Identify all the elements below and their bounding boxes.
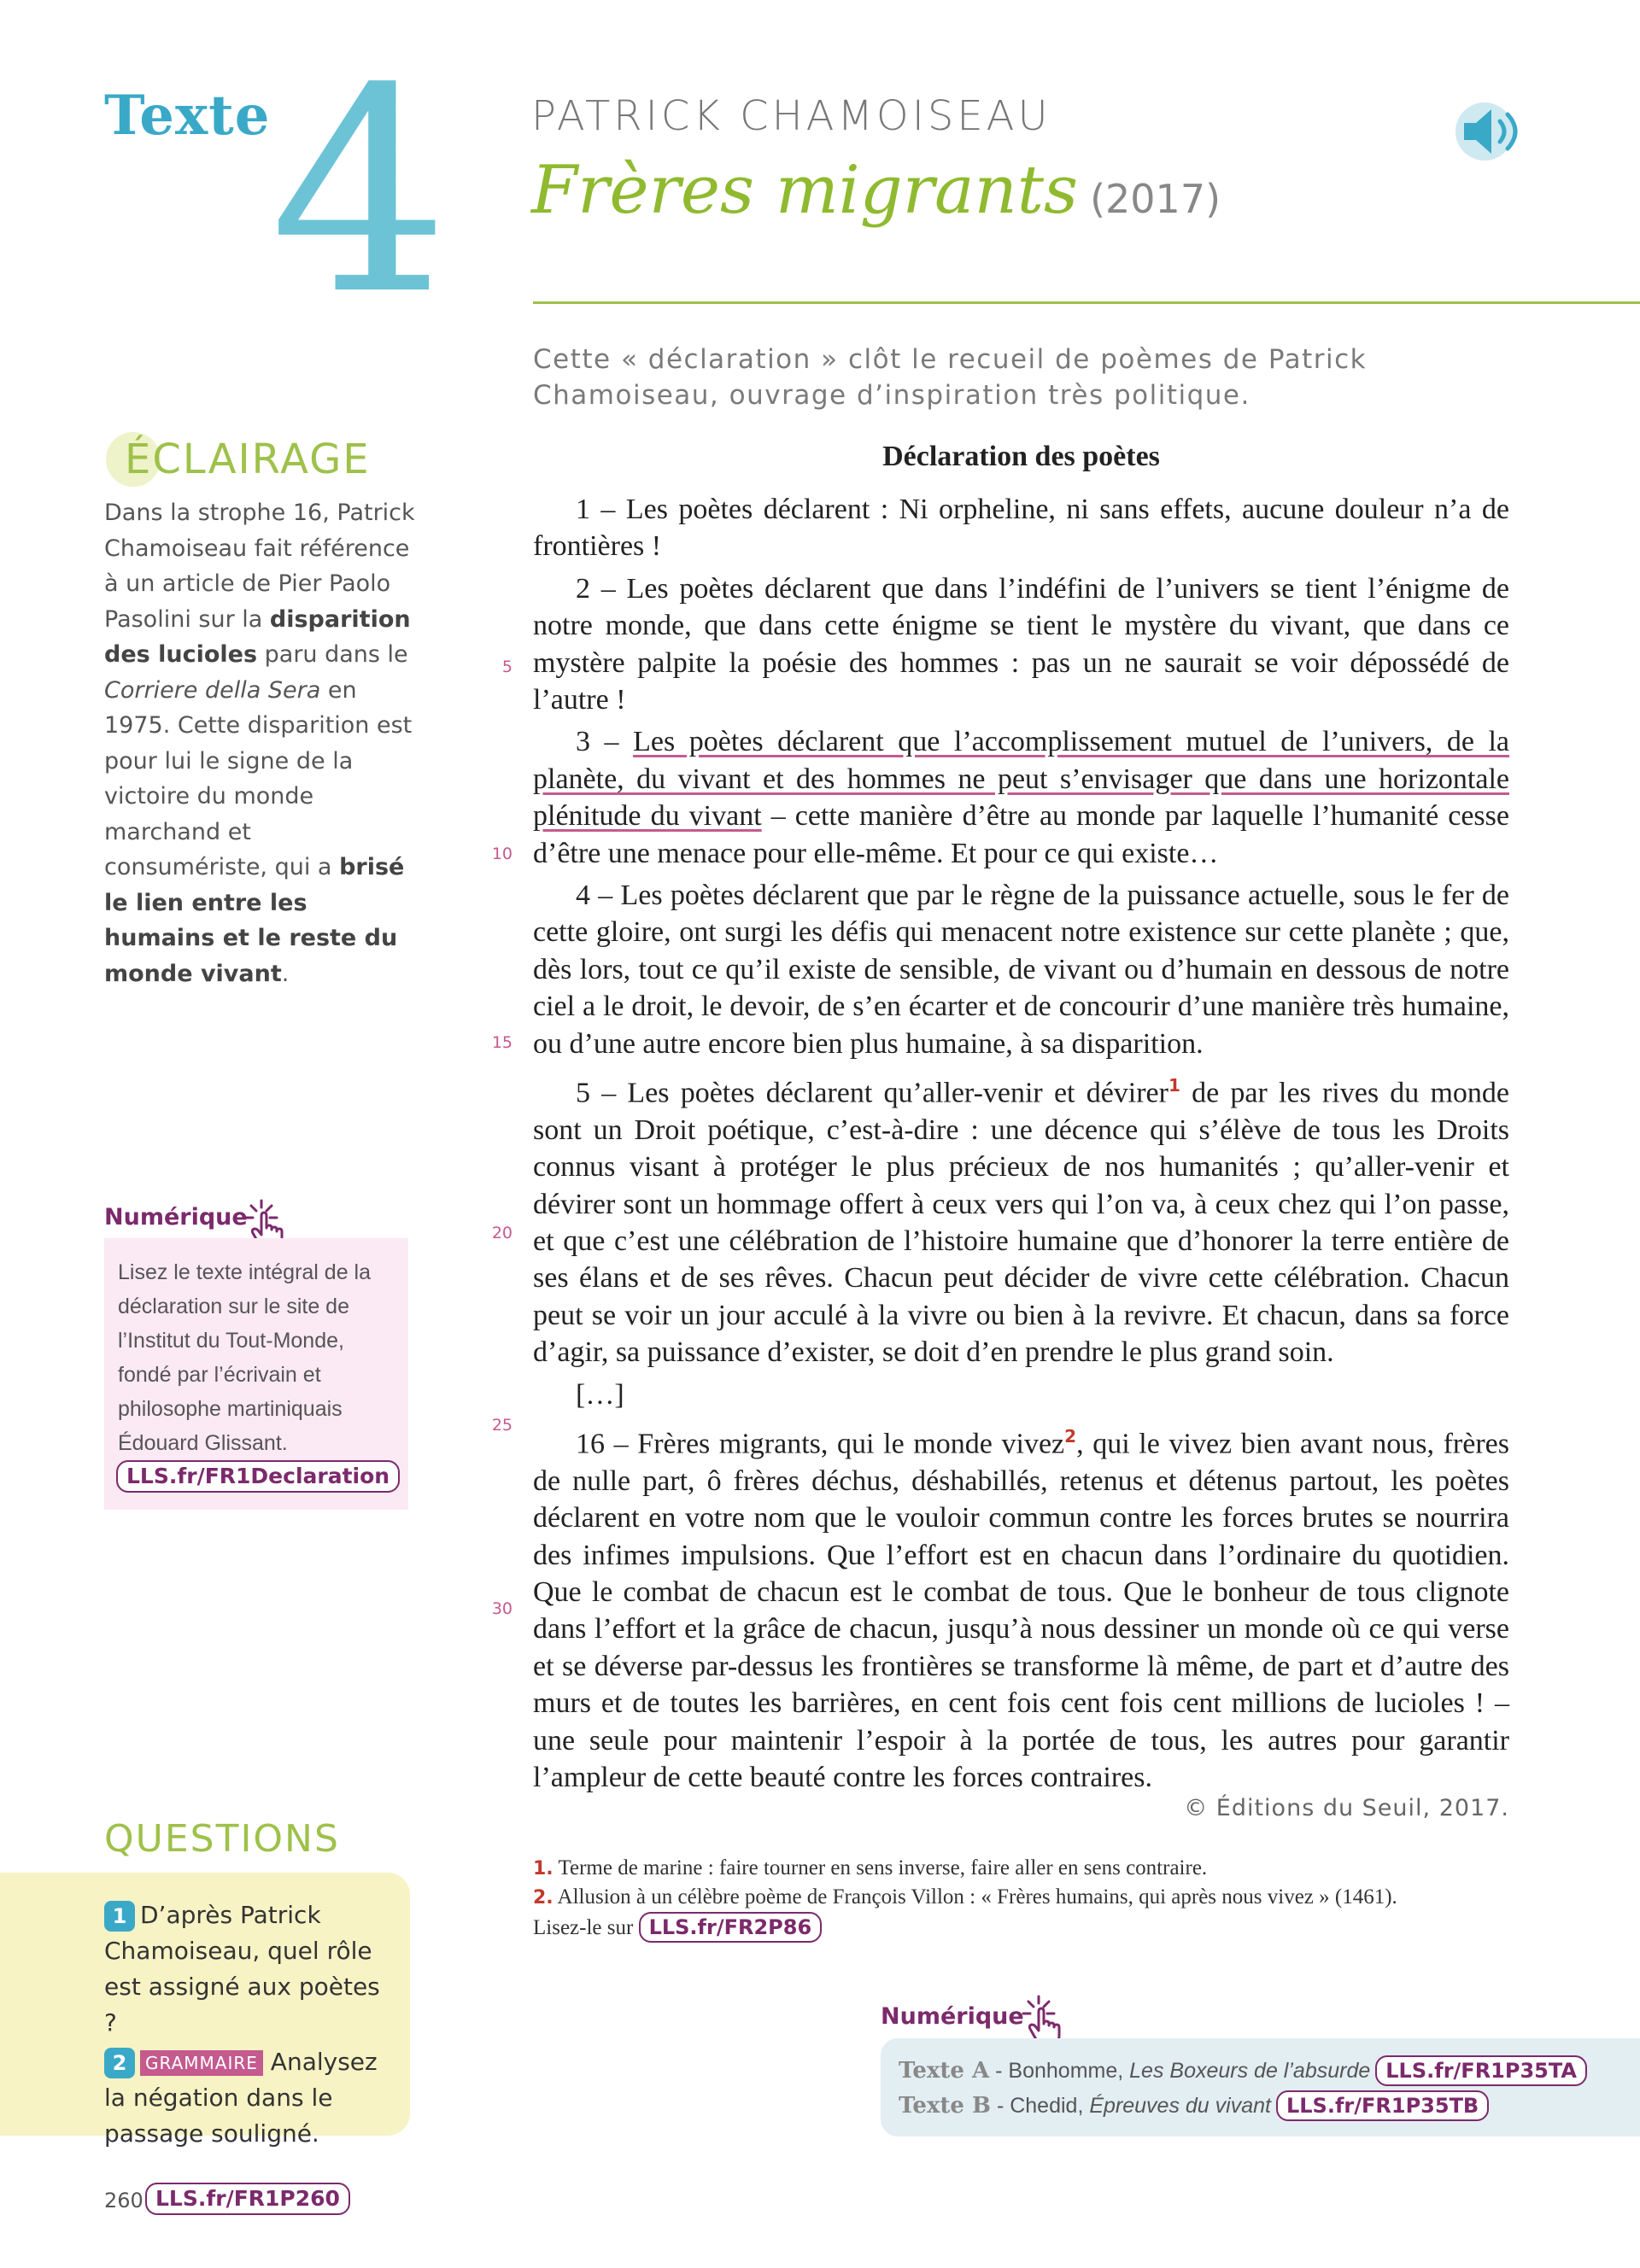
related-text-b: Texte B - Chedid, Épreuves du vivant LLS.fr/FR1P35TB [899,2090,1489,2121]
grammaire-tag: GRAMMAIRE [140,2050,263,2076]
question-2-badge: 2 [104,2048,135,2078]
related-text-a: Texte A - Bonhomme, Les Boxeurs de l’absurde LLS.fr/FR1P35TA [899,2055,1587,2086]
copyright: © Éditions du Seuil, 2017. [1184,1795,1509,1821]
question-1: 1 D’après Patrick Chamoiseau, quel rôle est assigné aux poètes ? [104,1901,380,2037]
villon-link[interactable]: LLS.fr/FR2P86 [639,1912,823,1943]
questions-title: QUESTIONS [104,1817,340,1861]
numerique-bottom-box [881,2038,1640,2136]
question-1-badge: 1 [104,1901,135,1932]
author-name: PATRICK CHAMOISEAU [531,92,1051,140]
footnotes [533,1854,1509,1943]
stanza-4: 4 – Les poètes déclarent que par le règne de la puissance actuelle, sous le fer de cette gloire, ont surgi les défis qui menacent notre existence sur cette planète ; que, dès lors, tout ce qu’il existe de sensible, de vivant ou d’humain en dessous de notre ciel a le droit, le devoir, de s’en écarter et de concourir d’une manière très humaine, ou d’une autre encore bien plus humaine, à sa disparition. [533,880,1509,1060]
text-number: 4 [270,28,449,356]
footnote-2: 2. Allusion à un célèbre poème de François Villon : « Frères humains, qui après nous vivez » (1461). [533,1885,1397,1909]
footnote-ref-2: 2 [1064,1426,1077,1447]
stanza-5: 5 – Les poètes déclarent qu’aller-venir et dévirer$^1$ de par les rives du monde sont un Droit poétique, c’est-à-dire : une décence qui s’élève de tous les Droits connus visant à protéger le plus précieux de nos humanités ; qu’aller-venir et dévirer sont un hommage offert à ceux vers qui l’on va, à ceux chez qui l’on passe, et que c’est une célébration de l’histoire humaine que d’honorer la terre entière de ses élans et de ses rêves. Chacun peut décider de vivre cette célébration. Chacun peut se voir un jour acculé à la vivre ou bien à la revivre. Et chacun, dans sa force d’agir, sa puissance d’exister, se doit d’en prendre le plus grand soin. [533,1075,1509,1369]
text-a-link[interactable]: LLS.fr/FR1P35TA [1375,2055,1587,2086]
stanza-16: 16 – Frères migrants, qui le monde vivez$^2$, qui le vivez bien avant nous, frères de nulle part, ô frères déchus, déshabillés, retenus et détenus partout, les poètes déclarent en votre nom que le vouloir commun contre les forces brutes se nourrira des infimes impulsions. Que l’effort est en chacun dans l’ordinaire du quotidien. Que le combat de chacun est le combat de tous. Que le bonheur de tous clignote dans l’effort et la grâce de chacun, jusqu’à nous dessiner un monde où ce qui verse et se déverse par-dessus les frontières se transforme là même, de part et d’autre des murs et de toutes les barrières, en cent fois cent fois cent millions de lucioles ! – une seule pour maintenir l’espoir à la portée de tous, les autres pour garantir l’ampleur de cette beauté contre les forces contraires. [533,1426,1509,1794]
footnote-ref-1: 1 [1168,1075,1180,1096]
stanza-1: 1 – Les poètes déclarent : Ni orpheline, ni sans effets, aucune douleur n’a de frontières ! [533,494,1509,563]
work-title-text: Frères migrants [531,152,1079,229]
poem-body [533,491,1509,1801]
question-2: 2 GRAMMAIRE Analysez la négation dans le passage souligné. [104,2048,378,2148]
eclairage-title: ÉCLAIRAGE [125,435,371,483]
line-number-5: 5 [501,658,512,676]
text-b-link[interactable]: LLS.fr/FR1P35TB [1276,2090,1489,2121]
work-title [531,152,1221,229]
eclairage-text: Dans la strophe 16, Patrick Chamoiseau fait référence à un article de Pier Paolo Pasolini sur la disparition des lucioles paru dans le Corriere della Sera en 1975. Cette disparition est pour lui le signe de la victoire du monde marchand et consumériste, qui a brisé le lien entre les humains et le reste du monde vivant. [104,500,415,987]
line-number-25: 25 [491,1416,512,1435]
header-divider [533,301,1640,304]
work-year: (2017) [1090,176,1221,222]
footnote-1: 1. Terme de marine : faire tourner en sens inverse, faire aller en sens contraire. [533,1856,1208,1879]
ellipsis: […] [576,1378,624,1411]
line-number-30: 30 [491,1599,512,1618]
intro-text: Cette « déclaration » clôt le recueil de poèmes de Patrick Chamoiseau, ouvrage d’inspiration très politique. [533,344,1368,411]
stanza-3: 3 – Les poètes déclarent que l’accomplissement mutuel de l’univers, de la planète, du vivant et des hommes ne peut s’envisager que dans une horizontale plénitude du vivant – cette manière d’être au monde par laquelle l’humanité cesse d’être une menace pour elle-même. Et pour ce qui existe… [533,726,1510,869]
questions-list [104,1897,395,2152]
poem-heading: Déclaration des poètes [882,441,1160,472]
line-number-10: 10 [491,845,512,863]
texte-label: Texte [104,84,271,148]
read-it-line: Lisez-le sur LLS.fr/FR2P86 [533,1912,1509,1943]
declaration-link[interactable]: LLS.fr/FR1Declaration [116,1460,400,1493]
audio-button[interactable] [1454,101,1531,162]
stanza-2: 2 – Les poètes déclarent que dans l’indéfini de l’univers se tient l’énigme de notre monde, que dans cette énigme se tient le mystère du vivant, que dans ce mystère palpite la poésie des hommes : pas un ne saurait se voir dépossédé de l’autre ! [533,572,1509,716]
page-link[interactable]: LLS.fr/FR1P260 [145,2183,350,2215]
speaker-icon [1454,101,1531,162]
line-number-15: 15 [491,1033,512,1052]
numerique-text: Lisez le texte intégral de la déclaration sur le site de l’Institut du Tout-Monde, fondé par l’écrivain et philosophe martiniquais Édouard Glissant. [118,1260,372,1455]
underlined-passage: Les poètes déclarent que l’accomplissement mutuel de l’univers, de la planète, du vivant et des hommes ne peut s’envisager que dans une horizontale plénitude du vivant [533,726,1510,833]
page-number: 260 [104,2189,144,2212]
numerique-bottom-label: Numérique [881,2003,1024,2030]
line-number-20: 20 [491,1224,512,1242]
numerique-label: Numérique [104,1204,248,1230]
